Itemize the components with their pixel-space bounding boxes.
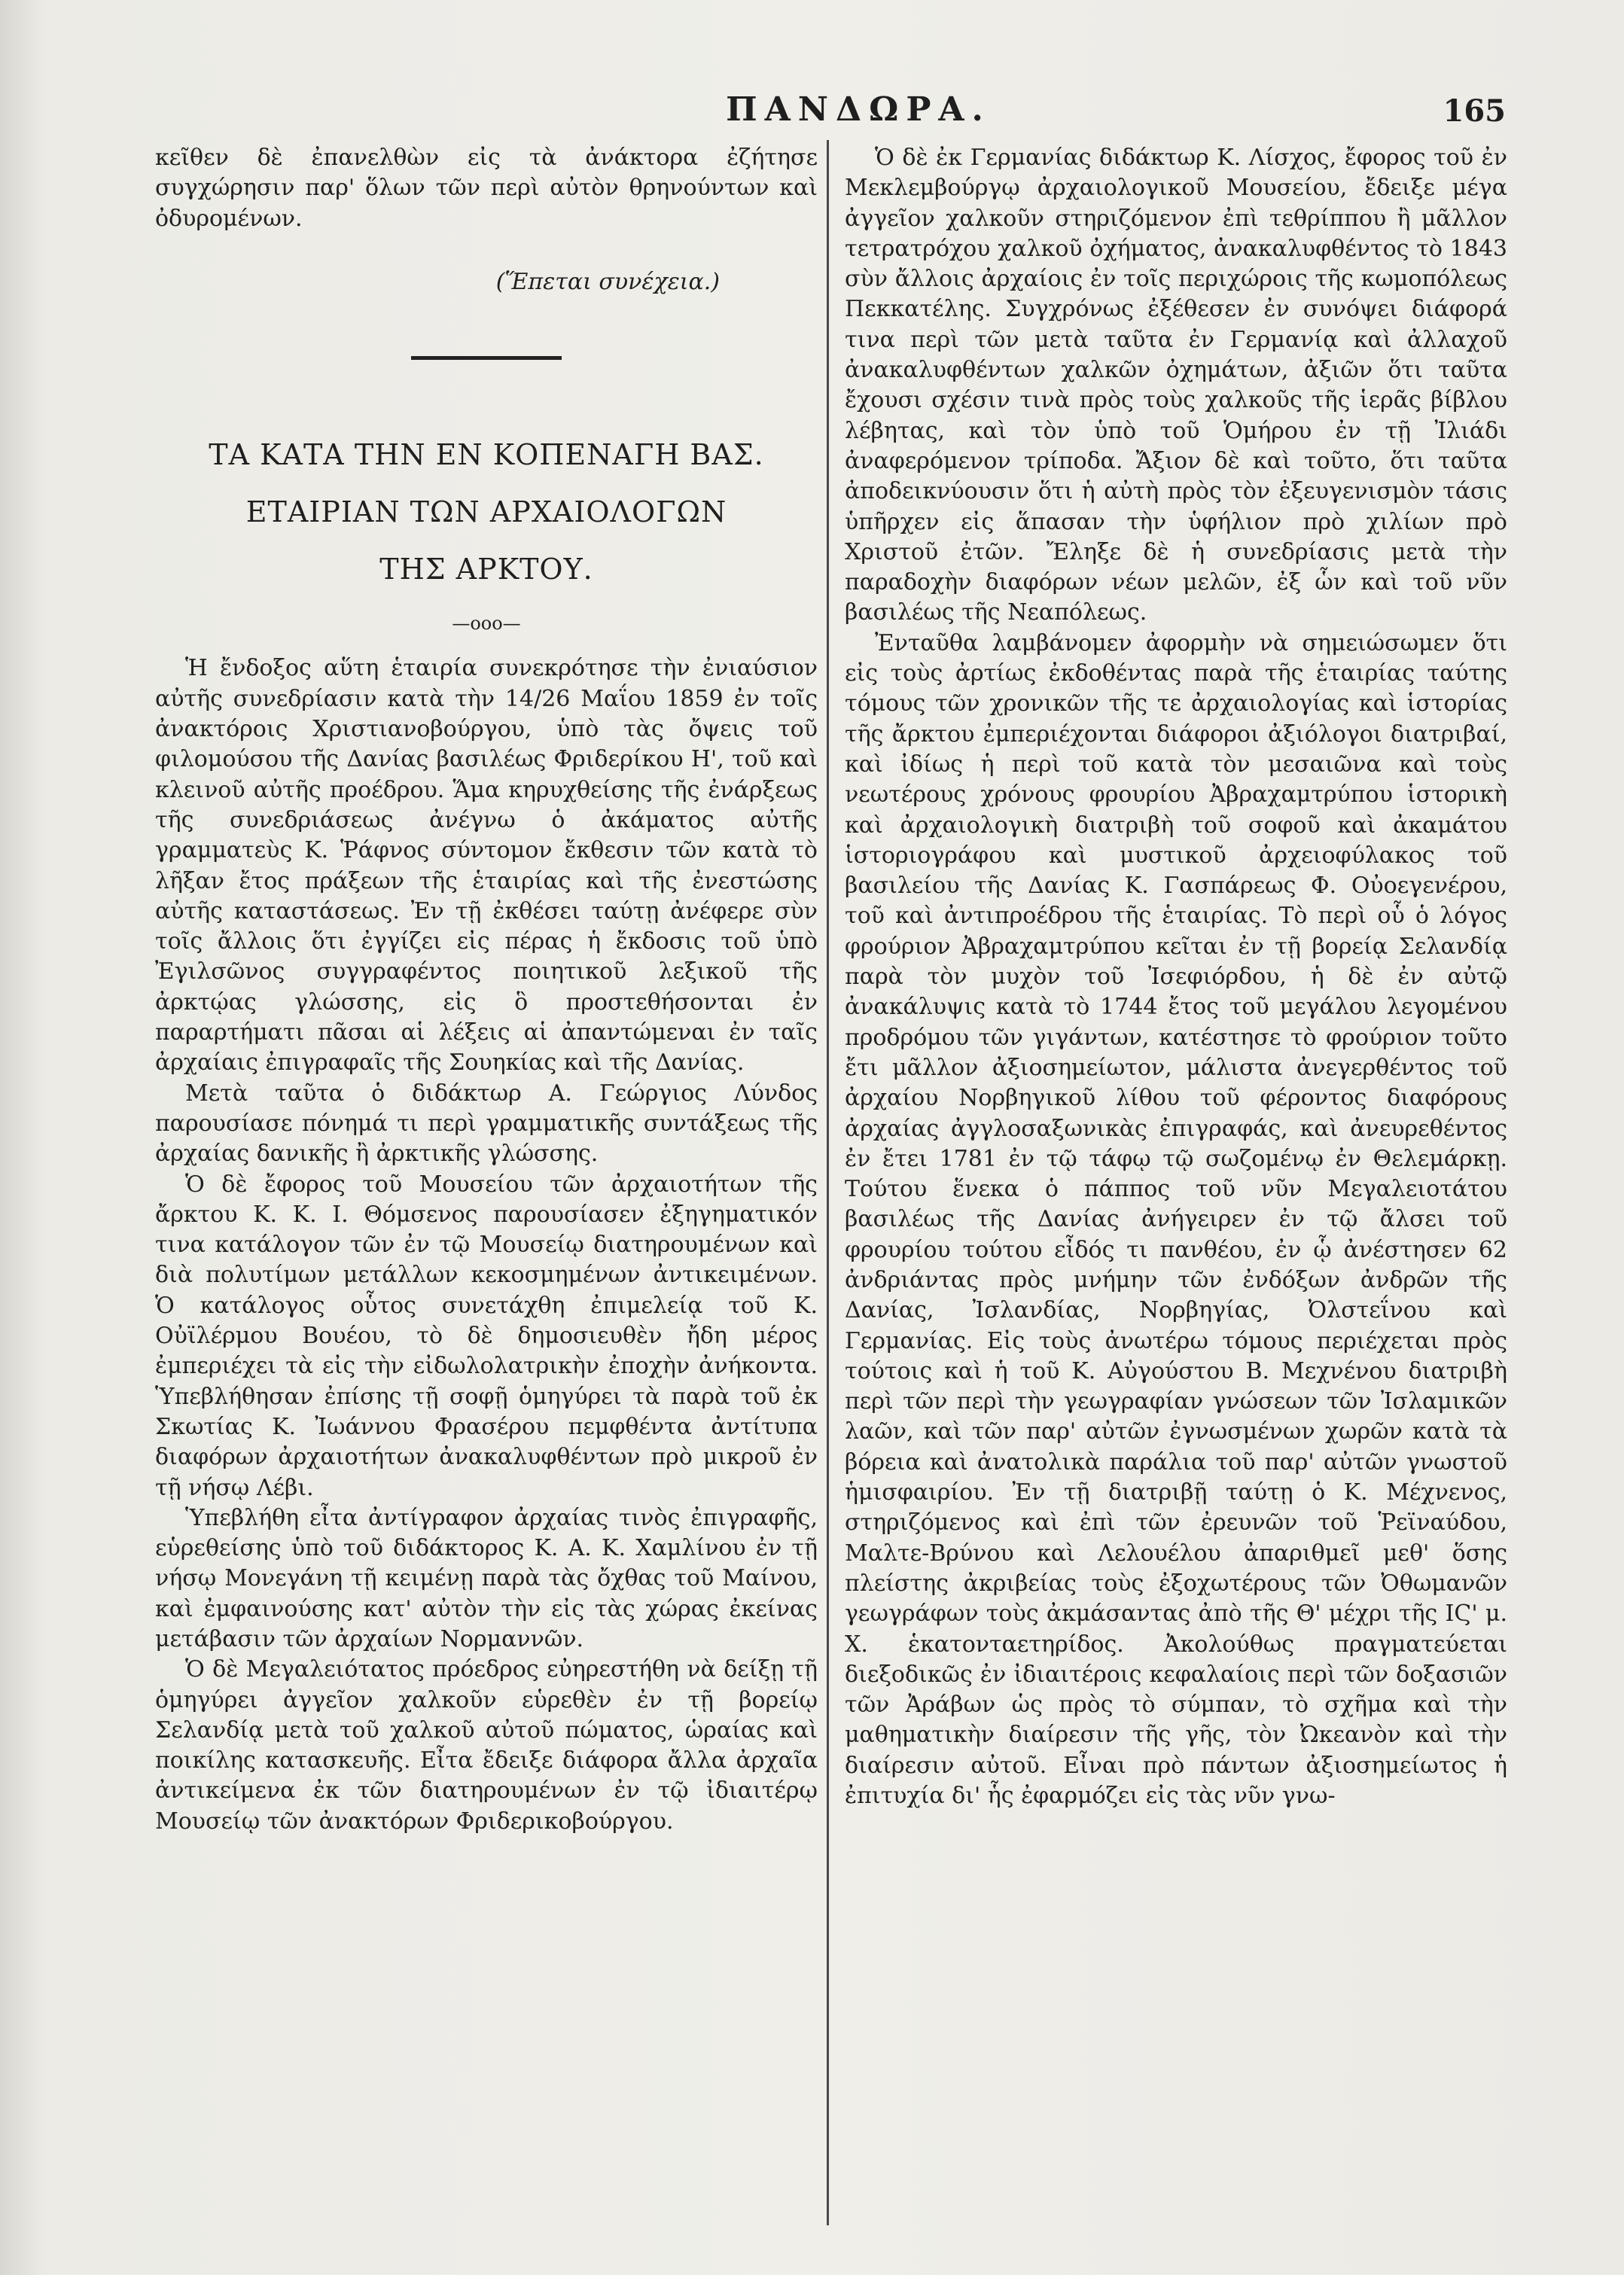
paragraph: Ὁ δὲ ἐκ Γερμανίας διδάκτωρ Κ. Λίσχος, ἔφορος τοῦ ἐν Μεκλεμβούργῳ ἀρχαιολογικοῦ Μουσείου, ἔδειξε μέγα ἀγγεῖον χαλκοῦν στηριζόμενον ἐπὶ τεθρίππου ἢ μᾶλλον τετρατρόχου χαλκοῦ ὀχήματος, ἀνακαλυφθέντος τὸ 1843 σὺν ἄλλοις ἀρχαίοις ἐν τοῖς περιχώροις τῆς κωμοπόλεως Πεκκατέλης. Συγχρόνως ἐξέθεσεν ἐν συνόψει διάφορά τινα περὶ τῶν μετὰ ταῦτα ἐν Γερμανίᾳ καὶ ἀλλαχοῦ ἀνακαλυφθέντων χαλκῶν ὀχημάτων, ἀξιῶν ὅτι ταῦτα ἔχουσι σχέσιν τινὰ πρὸς τοὺς χαλκοῦς τῆς ἱερᾶς βίβλου λέβητας, καὶ τὸν ὑπὸ τοῦ Ὁμήρου ἐν τῇ Ἰλιάδι ἀναφερόμενον τρίποδα. Ἄξιον δὲ καὶ τοῦτο, ὅτι ταῦτα ἀποδεικνύουσιν ὅτι ἡ αὐτὴ πρὸς τὸν ἐξευγενισμὸν τάσις ὑπῆρχεν εἰς ἅπασαν τὴν ὑφήλιον πρὸ χιλίων πρὸ Χριστοῦ ἐτῶν. Ἔληξε δὲ ἡ συνεδρίασις μετὰ τὴν παραδοχὴν διαφόρων νέων μελῶν, ἐξ ὧν καὶ τοῦ νῦν βασιλέως τῆς Νεαπόλεως.: [845, 145, 1507, 626]
running-header-title: ΠΑΝΔΩΡΑ.: [726, 90, 991, 129]
left-column: [155, 143, 818, 1837]
paragraph: Ἡ ἔνδοξος αὕτη ἑταιρία συνεκρότησε τὴν ἐνιαύσιον αὐτῆς συνεδρίασιν κατὰ τὴν 14/26 Μαΐου 1859 ἐν τοῖς ἀνακτόροις Χριστιανοβούργου, ὑπὸ τὰς ὄψεις τοῦ φιλομούσου τῆς Δανίας βασιλέως Φριδερίκου Η', τοῦ καὶ κλεινοῦ αὐτῆς προέδρου. Ἅμα κηρυχθείσης τῆς ἐνάρξεως τῆς συνεδριάσεως ἀνέγνω ὁ ἀκάματος αὐτῆς γραμματεὺς Κ. Ῥάφνος σύντομον ἔκθεσιν τῶν κατὰ τὸ λῆξαν ἔτος πράξεων τῆς ἑταιρίας καὶ τῆς ἐνεστώσης αὐτῆς καταστάσεως. Ἐν τῇ ἐκθέσει ταύτῃ ἀνέφερε σὺν τοῖς ἄλλοις ὅτι ἐγγίζει εἰς πέρας ἡ ἔκδοσις τοῦ ὑπὸ Ἐγιλσῶνος συγγραφέντος ποιητικοῦ λεξικοῦ τῆς ἀρκτῴας γλώσσης, εἰς ὃ προστεθήσονται ἐν παραρτήματι πᾶσαι αἱ λέξεις αἱ ἀπαντώμεναι ἐν ταῖς ἀρχαίαις ἐπιγραφαῖς τῆς Σουηκίας καὶ τῆς Δανίας.: [155, 655, 818, 1077]
paragraph: Ὁ δὲ Μεγαλειότατος πρόεδρος εὐηρεστήθη νὰ δείξῃ τῇ ὁμηγύρει ἀγγεῖον χαλκοῦν εὑρεθὲν ἐν τῇ βορείῳ Σελανδίᾳ μετὰ τοῦ χαλκοῦ αὐτοῦ πώματος, ὡραίας καὶ ποικίλης κατασκευῆς. Εἶτα ἔδειξε διάφορα ἄλλα ἀρχαῖα ἀντικείμενα ἐκ τῶν διατηρουμένων ἐν τῷ ἰδιαιτέρῳ Μουσείῳ τῶν ἀνακτόρων Φριδερικοβούργου.: [155, 1656, 818, 1835]
section-separator-rule: [411, 356, 562, 360]
article-title-line-3: ΤΗΣ ΑΡΚΤΟΥ.: [379, 553, 593, 586]
title-ornament: —ooo—: [452, 613, 521, 635]
paragraph: Μετὰ ταῦτα ὁ διδάκτωρ Α. Γεώργιος Λύνδος παρουσίασε πόνημά τι περὶ γραμματικῆς συντάξεως τῆς ἀρχαίας δανικῆς ἢ ἀρκτικῆς γλώσσης.: [155, 1080, 818, 1168]
paragraph: Ἐνταῦθα λαμβάνομεν ἀφορμὴν νὰ σημειώσωμεν ὅτι εἰς τοὺς ἀρτίως ἐκδοθέντας παρὰ τῆς ἑταιρίας ταύτης τόμους τῶν χρονικῶν τῆς τε ἀρχαιολογίας καὶ ἱστορίας τῆς ἄρκτου ἐμπεριέχονται διάφοροι ἀξιόλογοι διατριβαί, καὶ ἰδίως ἡ περὶ τοῦ κατὰ τὸν μεσαιῶνα καὶ τοὺς νεωτέρους χρόνους φρουρίου Ἀβραχαμτρύπου ἱστορικὴ καὶ ἀρχαιολογικὴ διατριβὴ τοῦ σοφοῦ καὶ ἀκαμάτου ἱστοριογράφου καὶ μυστικοῦ ἀρχειοφύλακος τοῦ βασιλείου τῆς Δανίας Κ. Γασπάρεως Φ. Οὐοεγενέρου, τοῦ καὶ ἀντιπροέδρου τῆς ἑταιρίας. Τὸ περὶ οὗ ὁ λόγος φρούριον Ἀβραχαμτρύπου κεῖται ἐν τῇ βορείᾳ Σελανδίᾳ παρὰ τὸν μυχὸν τοῦ Ἰσεφιόρδου, ἡ δὲ ἐν αὐτῷ ἀνακάλυψις κατὰ τὸ 1744 ἔτος τοῦ μεγάλου λεγομένου προδρόμου τῶν γιγάντων, κατέστησε τὸ φρούριον τοῦτο ἔτι μᾶλλον ἀξιοσημείωτον, μάλιστα ἀνεγερθέντος τοῦ ἀρχαίου Νορβηγικοῦ λίθου τοῦ φέροντος διαφόρους ἀρχαίας ἀγγλοσαξωνικὰς ἐπιγραφάς, καὶ ἀνευρεθέντος ἐν ἔτει 1781 ἐν τῷ τάφῳ τῷ σωζομένῳ ἐν Θελεμάρκῃ. Τούτου ἕνεκα ὁ πάππος τοῦ νῦν Μεγαλειοτάτου βασιλέως τῆς Δανίας ἀνήγειρεν ἐν τῷ ἄλσει τοῦ φρουρίου τούτου εἶδός τι πανθέου, ἐν ᾧ ἀνέστησεν 62 ἀνδριάντας πρὸς μνήμην τῶν ἐνδόξων ἀνδρῶν τῆς Δανίας, Ἰσλανδίας, Νορβηγίας, Ὀλστεΐνου καὶ Γερμανίας. Εἰς τοὺς ἀνωτέρω τόμους περιέχεται πρὸς τούτοις καὶ ἡ τοῦ Κ. Αὐγούστου Β. Μεχνένου διατριβὴ περὶ τῶν περὶ τὴν γεωγραφίαν γνώσεων τῶν Ἰσλαμικῶν λαῶν, καὶ τῶν παρ' αὐτῶν ἐγνωσμένων χωρῶν κατὰ τὰ βόρεια καὶ ἀνατολικὰ παράλια τοῦ παρ' αὐτῶν γνωστοῦ ἡμισφαιρίου. Ἐν τῇ διατριβῇ ταύτῃ ὁ Κ. Μέχνενος, στηριζόμενος καὶ ἐπὶ τῶν ἐρευνῶν τοῦ Ῥεϊναύδου, Μαλτε-Βρύνου καὶ Λελουέλου ἀπαριθμεῖ μεθ' ὅσης πλείστης ἀκριβείας τοὺς ἐξοχωτέρους τῶν Ὀθωμανῶν γεωγράφων τοὺς ἀκμάσαντας ἀπὸ τῆς Θ' μέχρι τῆς ΙϚ' μ. Χ. ἑκατονταετηρίδος. Ἀκολούθως πραγματεύεται διεξοδικῶς ἐν ἰδιαιτέροις κεφαλαίοις περὶ τῶν δοξασιῶν τῶν Ἀράβων ὡς πρὸς τὸ σύμπαν, τὸ σχῆμα καὶ τὴν μαθηματικὴν διαίρεσιν τῆς γῆς, τὸν Ὠκεανὸν καὶ τὴν διαίρεσιν αὐτοῦ. Εἶναι πρὸ πάντων ἀξιοσημείωτος ἡ ἐπιτυχία δι' ἧς ἐφαρμόζει εἰς τὰς νῦν γνω-: [845, 629, 1507, 1810]
page-number: 165: [1443, 93, 1506, 129]
continued-text: κεῖθεν δὲ ἐπανελθὼν εἰς τὰ ἀνάκτορα ἐζήτησε συγχώρησιν παρ' ὅλων τῶν περὶ αὐτὸν θρηνούντων καὶ ὀδυρομένων.: [155, 145, 818, 232]
article-title-line-2: ΕΤΑΙΡΙΑΝ ΤΩΝ ΑΡΧΑΙΟΛΟΓΩΝ: [245, 495, 727, 529]
paragraph: Ὑπεβλήθη εἶτα ἀντίγραφον ἀρχαίας τινὸς ἐπιγραφῆς, εὑρεθείσης ὑπὸ τοῦ διδάκτορος Κ. Α. Κ. Χαμλίνου ἐν τῇ νήσῳ Μονεγάνη τῇ κειμένῃ παρὰ τὰς ὄχθας τοῦ Μαίνου, καὶ ἐμφαινούσης κατ' αὐτὸν τὴν εἰς τὰς χώρας ἐκείνας μετάβασιν τῶν ἀρχαίων Νορμαννῶν.: [155, 1504, 818, 1652]
right-column: [845, 143, 1507, 1811]
to-be-continued-note: (Ἕπεται συνέχεια.): [495, 268, 720, 295]
paragraph: Ὁ δὲ ἔφορος τοῦ Μουσείου τῶν ἀρχαιοτήτων τῆς ἄρκτου Κ. Κ. Ι. Θόμσενος παρουσίασεν ἐξηγηματικόν τινα κατάλογον τῶν ἐν τῷ Μουσείῳ διατηρουμένων καὶ διὰ πολυτίμων μετάλλων κεκοσμημένων ἀντικειμένων. Ὁ κατάλογος οὗτος συνετάχθη ἐπιμελείᾳ τοῦ Κ. Οὐϊλέρμου Βουέου, τὸ δὲ δημοσιευθὲν ἤδη μέρος ἐμπεριέχει τὰ εἰς τὴν εἰδωλολατρικὴν ἐποχὴν ἀνήκοντα. Ὑπεβλήθησαν ἐπίσης τῇ σοφῇ ὁμηγύρει τὰ παρὰ τοῦ ἐκ Σκωτίας Κ. Ἰωάννου Φρασέρου πεμφθέντα ἀντίτυπα διαφόρων ἀρχαιοτήτων ἀνακαλυφθέντων πρὸ μικροῦ ἐν τῇ νήσῳ Λέβι.: [155, 1171, 818, 1501]
column-divider-rule: [827, 140, 829, 2225]
article-title-line-1: ΤΑ ΚΑΤΑ ΤΗΝ ΕΝ ΚΟΠΕΝΑΓΗ ΒΑΣ.: [209, 438, 764, 472]
